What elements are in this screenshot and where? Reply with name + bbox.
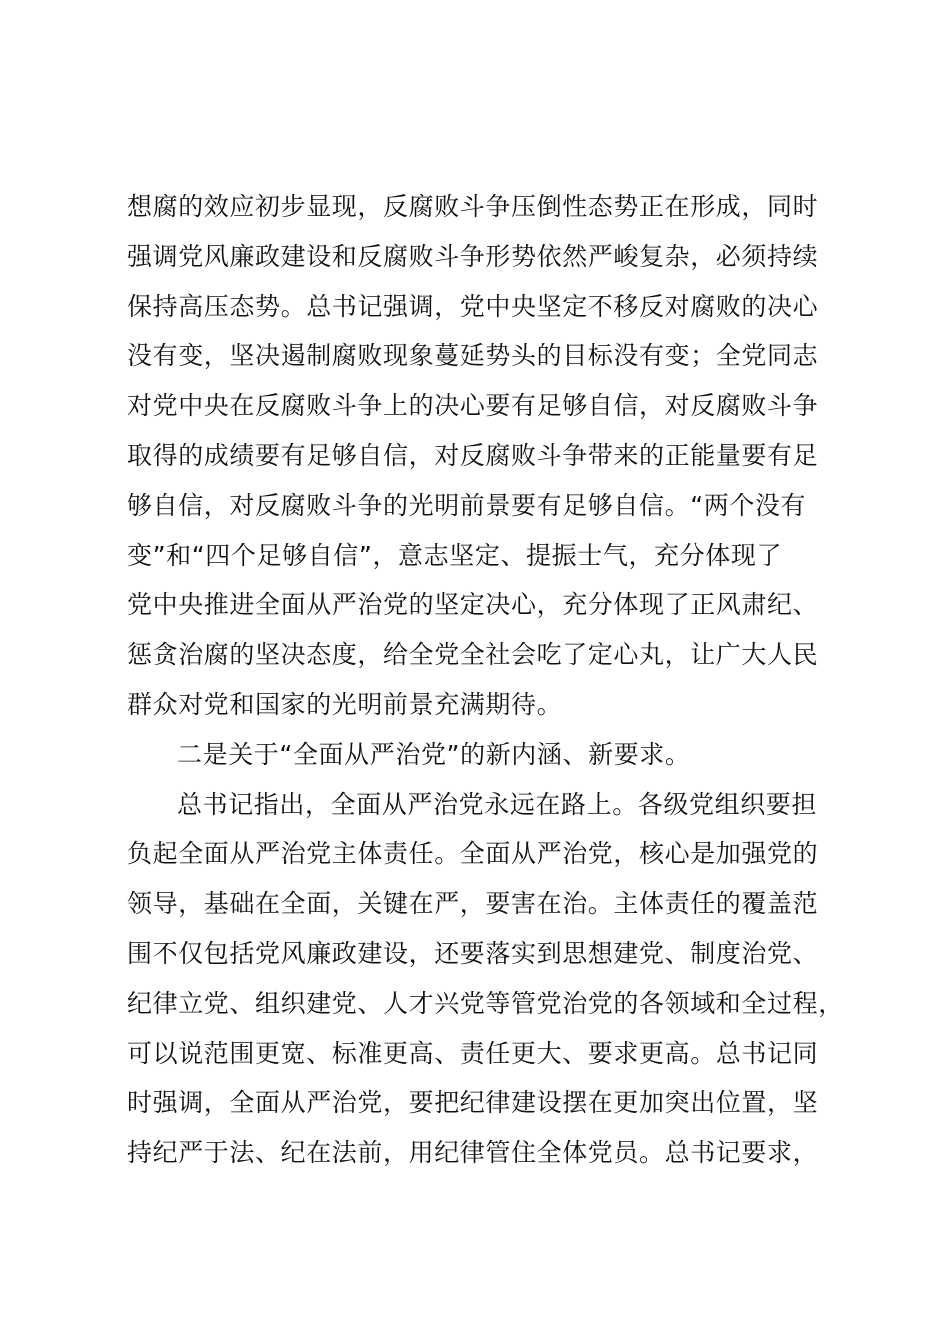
- text-line: 强调党风廉政建设和反腐败斗争形势依然严峻复杂，必须持续: [127, 241, 819, 271]
- text-line: 变”和“四个足够自信”，意志坚定、提振士气，充分体现了: [127, 540, 783, 570]
- text-line: 总书记指出，全面从严治党永远在路上。各级党组织要担: [177, 789, 818, 819]
- text-line: 保持高压态势。总书记强调，党中央坚定不移反对腐败的决心: [127, 291, 819, 321]
- text-line: 持纪严于法、纪在法前，用纪律管住全体党员。总书记要求，: [127, 1138, 819, 1168]
- text-line: 惩贪治腐的坚决态度，给全党全社会吃了定心丸，让广大人民: [127, 640, 819, 670]
- text-line: 党中央推进全面从严治党的坚定决心，充分体现了正风肃纪、: [127, 590, 819, 620]
- section-heading: [127, 730, 847, 780]
- text-line: 想腐的效应初步显现，反腐败斗争压倒性态势正在形成，同时: [127, 192, 819, 221]
- text-line: 围不仅包括党风廉政建设，还要落实到思想建党、制度治党、: [127, 938, 819, 968]
- section-heading-text: 二是关于“全面从严治党”的新内涵、新要求。: [177, 739, 691, 769]
- text-line: 够自信，对反腐败斗争的光明前景要有足够自信。“两个没有: [127, 490, 807, 520]
- text-line: 负起全面从严治党主体责任。全面从严治党，核心是加强党的: [127, 839, 819, 869]
- text-line: 群众对党和国家的光明前景充满期待。: [127, 689, 563, 719]
- paragraph-continued: [127, 182, 847, 730]
- text-line: 对党中央在反腐败斗争上的决心要有足够自信，对反腐败斗争: [127, 391, 819, 421]
- document-body: [127, 182, 847, 1178]
- text-line: 领导，基础在全面，关键在严，要害在治。主体责任的覆盖范: [127, 889, 819, 919]
- text-line: 取得的成绩要有足够自信，对反腐败斗争带来的正能量要有足: [127, 440, 819, 470]
- text-line: 没有变，坚决遏制腐败现象蔓延势头的目标没有变；全党同志: [127, 341, 819, 371]
- text-line: 时强调，全面从严治党，要把纪律建设摆在更加突出位置，坚: [127, 1088, 819, 1118]
- text-line: 纪律立党、组织建党、人才兴党等管党治党的各领域和全过程，: [127, 988, 844, 1018]
- text-line: 可以说范围更宽、标准更高、责任更大、要求更高。总书记同: [127, 1038, 819, 1068]
- paragraph: [127, 780, 847, 1178]
